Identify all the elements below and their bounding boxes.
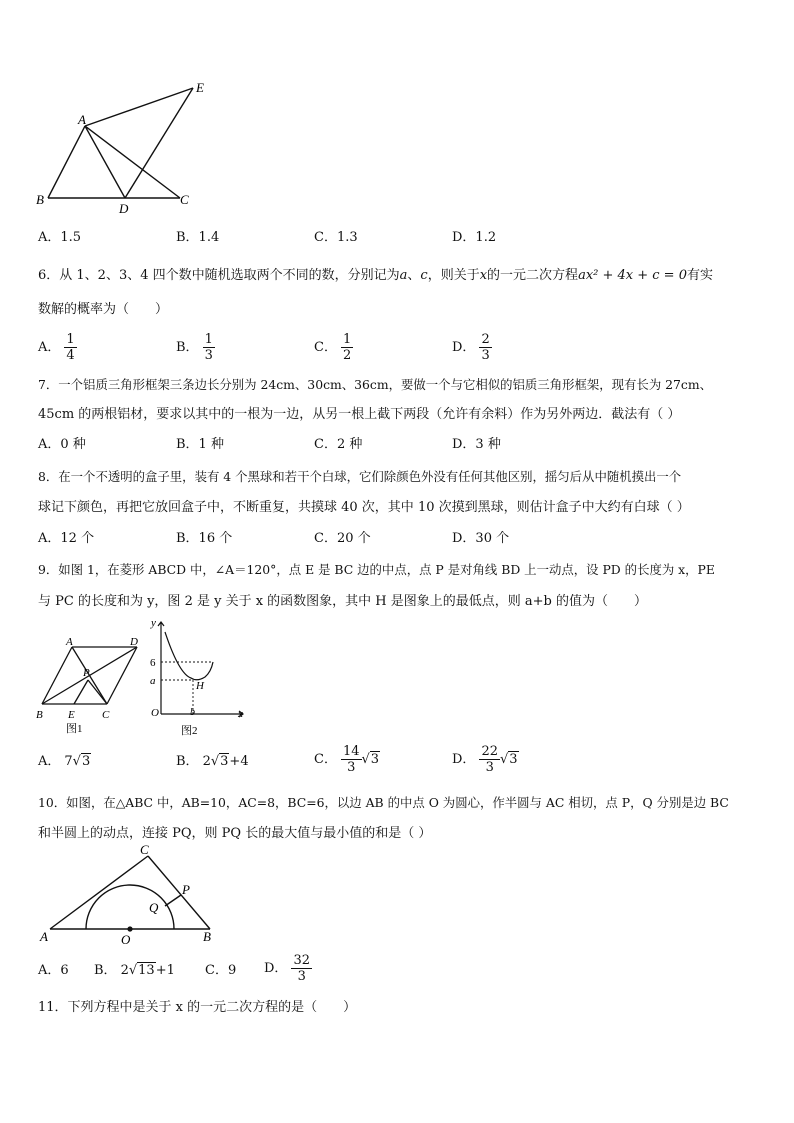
q9-option-c: C． $\frac{14}{3}$ √3 (314, 744, 380, 775)
q7-stem-line1: 7．一个铝质三角形框架三条边长分别为 24cm、30cm、36cm，要做一个与它相似的铝质三角形框架，现有长为 27cm、 (38, 377, 712, 392)
q7-stem-line2: 45cm 的两根铝材，要求以其中的一根为一边，从另一根上截下两段（允许有余料）作为另外两边．截法有（ ） (38, 407, 681, 422)
q8-option-b: B．16 个 (176, 531, 233, 546)
fig1-label-a: A (66, 636, 73, 648)
fig2-label-x: x (238, 708, 243, 720)
fig5-label-a: A (78, 112, 86, 127)
fig2-label-o: O (151, 707, 159, 719)
fig5-label-e: E (196, 80, 204, 95)
q10-option-c: C．9 (205, 963, 237, 978)
q7-option-b: B．1 种 (176, 437, 224, 452)
q6-option-a: A． $\frac{1}{4}$ (38, 332, 75, 363)
q10-stem-line2: 和半圆上的动点，连接 PQ，则 PQ 长的最大值与最小值的和是（ ） (38, 826, 432, 841)
fig1-label-e: E (68, 709, 75, 721)
q6-stem-line1: 6．从 1、2、3、4 四个数中随机选取两个不同的数，分别记为a、c，则关于x的一元二次方程ax² + 4x + c = 0有实 (38, 268, 713, 283)
fig2-tick-6: 6 (150, 657, 156, 669)
q6-option-c: C． $\frac{1}{2}$ (314, 332, 352, 363)
q9-figure2 (145, 614, 255, 739)
q9-stem-line2: 与 PC 的长度和为 y，图 2 是 y 关于 x 的函数图象，其中 H 是图象上的最低点，则 a+b 的值为（ ） (38, 594, 648, 609)
q8-stem-line2: 球记下颜色，再把它放回盒子中，不断重复，共摸球 40 次，其中 10 次摸到黑球，则估计盒子中大约有白球（ ） (38, 500, 690, 515)
fig2-label-a: a (150, 675, 156, 687)
fig1-label-d: D (130, 636, 138, 648)
q5-option-c: C．1.3 (314, 230, 358, 245)
q9-option-d: D． $\frac{22}{3}$ √3 (452, 744, 518, 775)
q7-option-c: C．2 种 (314, 437, 363, 452)
fig5-label-c: C (180, 192, 189, 207)
q5-option-b: B．1.4 (176, 230, 220, 245)
q9-figure1 (30, 632, 150, 742)
q5-option-d: D．1.2 (452, 230, 497, 245)
q6-option-d: D． $\frac{2}{3}$ (452, 332, 490, 363)
fig1-label-b: B (36, 709, 43, 721)
fig10-label-q: Q (149, 900, 159, 915)
fig2-caption: 图2 (181, 725, 198, 737)
q8-option-a: A．12 个 (38, 531, 95, 546)
fig1-caption: 图1 (66, 723, 83, 735)
fig2-label-y: y (151, 617, 156, 629)
fig5-label-b: B (36, 192, 44, 207)
fig10-label-c: C (140, 842, 149, 857)
q10-figure (30, 838, 230, 948)
fig10-label-b: B (203, 929, 211, 944)
fig2-label-b: b (190, 707, 195, 718)
fig1-label-c: C (102, 709, 110, 721)
q9-option-b: B． 2√3+4 (176, 754, 249, 769)
q7-option-a: A．0 种 (38, 437, 86, 452)
q6-option-b: B． $\frac{1}{3}$ (176, 332, 213, 363)
fig1-label-p: P (83, 667, 90, 679)
q11-stem-line1: 11．下列方程中是关于 x 的一元二次方程的是（ ） (38, 1000, 357, 1015)
fig10-label-o: O (121, 932, 131, 947)
q8-option-c: C．20 个 (314, 531, 371, 546)
q8-option-d: D．30 个 (452, 531, 510, 546)
q9-option-a: A． 7√3 (38, 754, 91, 769)
q7-option-d: D．3 种 (452, 437, 501, 452)
q6-equation: ax² + 4x + c = 0 (578, 268, 687, 283)
fig5-label-d: D (119, 201, 129, 216)
fig10-label-p: P (182, 882, 190, 897)
q10-option-a: A．6 (38, 963, 69, 978)
q10-option-d: D． $\frac{32}{3}$ (264, 953, 310, 984)
q8-stem-line1: 8．在一个不透明的盒子里，装有 4 个黑球和若干个白球，它们除颜色外没有任何其他区别，摇匀后从中随机摸出一个 (38, 469, 682, 484)
q9-stem-line1: 9．如图 1，在菱形 ABCD 中，∠A＝120°，点 E 是 BC 边的中点，点 P 是对角线 BD 上一动点，设 PD 的长度为 x，PE (38, 562, 715, 577)
fig10-label-a: A (40, 929, 48, 944)
fig2-label-h: H (196, 680, 204, 692)
q5-figure (30, 78, 220, 218)
q10-option-b: B． 2√13+1 (94, 963, 175, 978)
q5-option-a: A．1.5 (38, 230, 82, 245)
q10-stem-line1: 10．如图，在△ABC 中，AB=10，AC=8，BC=6，以边 AB 的中点 O 为圆心，作半圆与 AC 相切，点 P，Q 分别是边 BC (38, 795, 729, 810)
q6-stem-line2: 数解的概率为（ ） (38, 302, 169, 317)
